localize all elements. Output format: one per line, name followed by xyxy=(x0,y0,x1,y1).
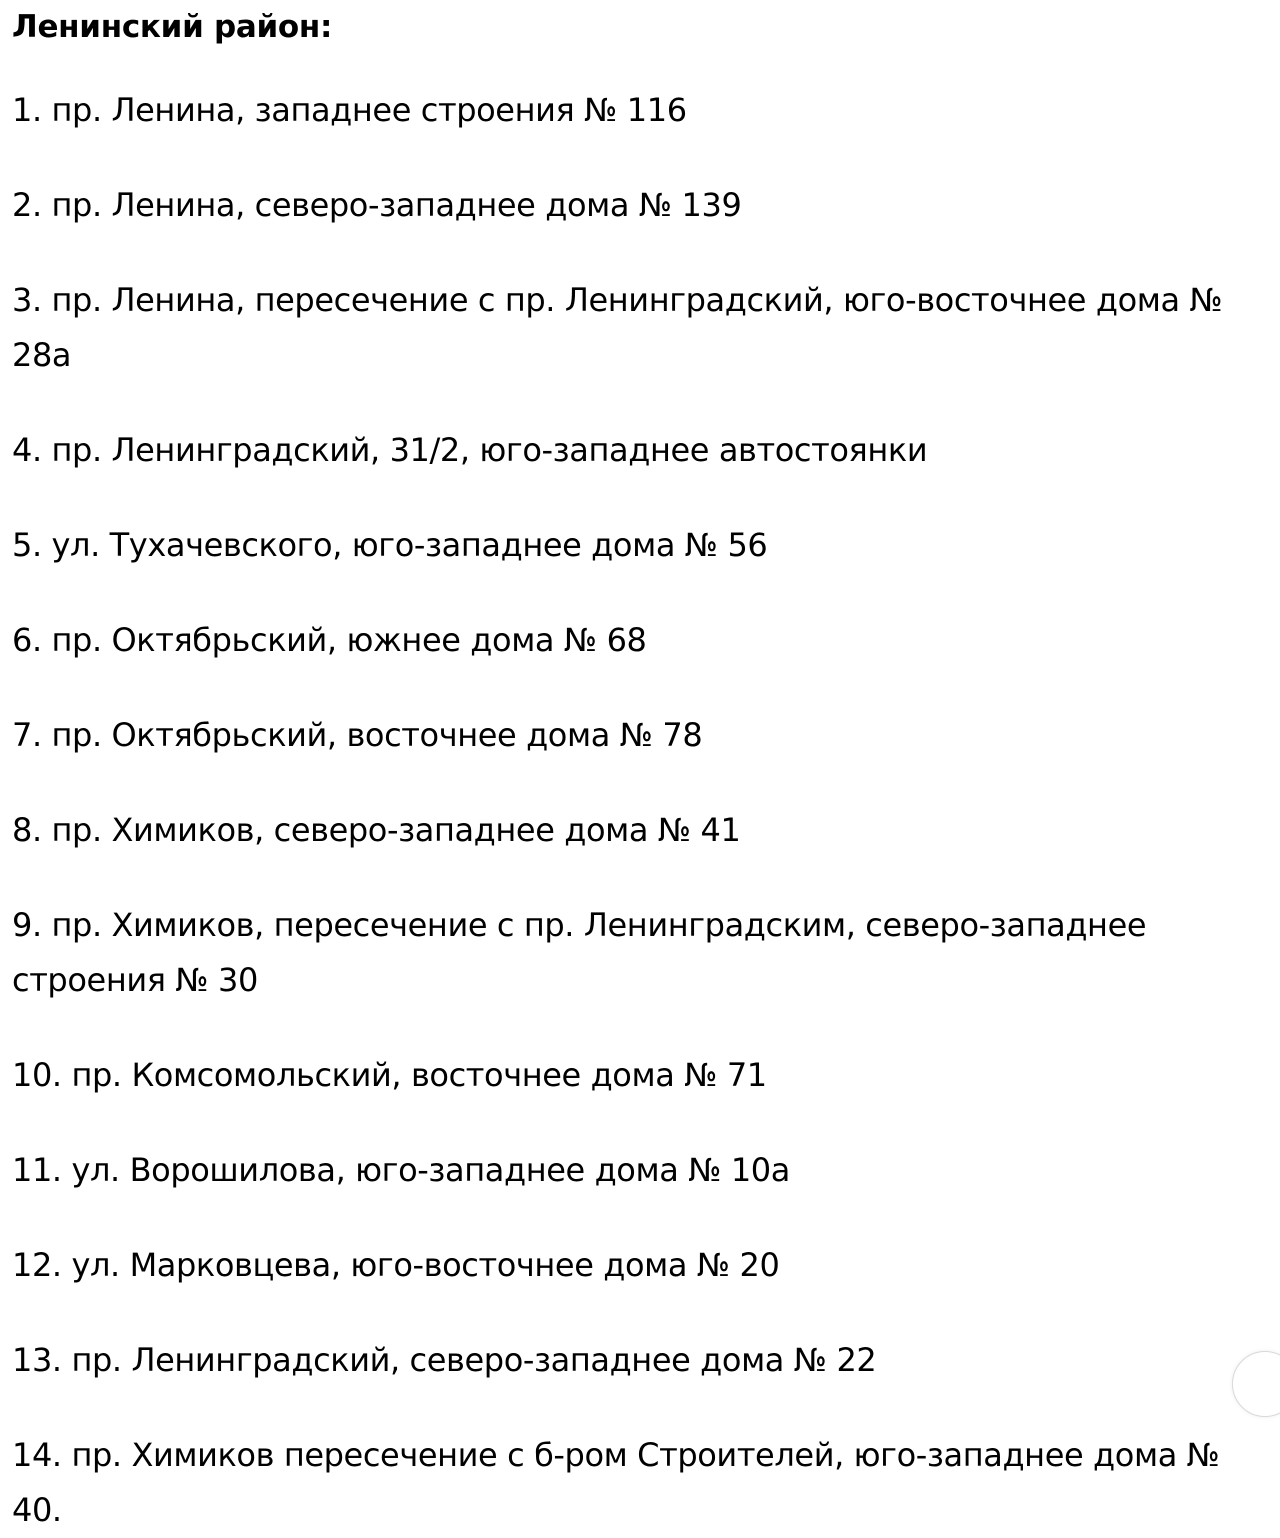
list-item: 9. пр. Химиков, пересечение с пр. Ленинградским, северо-западнее строения № 30 xyxy=(12,906,1147,999)
document-content xyxy=(12,0,1268,1538)
list-item: 8. пр. Химиков, северо-западнее дома № 41 xyxy=(12,811,741,849)
list-item: 10. пр. Комсомольский, восточнее дома № 71 xyxy=(12,1056,767,1094)
list-item: 12. ул. Марковцева, юго-восточнее дома № 20 xyxy=(12,1246,780,1284)
list-item: 13. пр. Ленинградский, северо-западнее дома № 22 xyxy=(12,1341,877,1379)
list-item: 5. ул. Тухачевского, юго-западнее дома № 56 xyxy=(12,526,768,564)
list-item: 3. пр. Ленина, пересечение с пр. Ленинградский, юго-восточнее дома № 28а xyxy=(12,281,1223,374)
list-item: 6. пр. Октябрьский, южнее дома № 68 xyxy=(12,621,647,659)
list-item: 7. пр. Октябрьский, восточнее дома № 78 xyxy=(12,716,703,754)
list-item: 1. пр. Ленина, западнее строения № 116 xyxy=(12,91,687,129)
list-item: 14. пр. Химиков пересечение с б-ром Строителей, юго-западнее дома № 40. xyxy=(12,1436,1220,1529)
address-list xyxy=(12,83,1268,1538)
list-item: 2. пр. Ленина, северо-западнее дома № 139 xyxy=(12,186,742,224)
list-item: 11. ул. Ворошилова, юго-западнее дома № 10а xyxy=(12,1151,790,1189)
district-heading: Ленинский район: xyxy=(12,9,333,45)
list-item: 4. пр. Ленинградский, 31/2, юго-западнее автостоянки xyxy=(12,431,928,469)
